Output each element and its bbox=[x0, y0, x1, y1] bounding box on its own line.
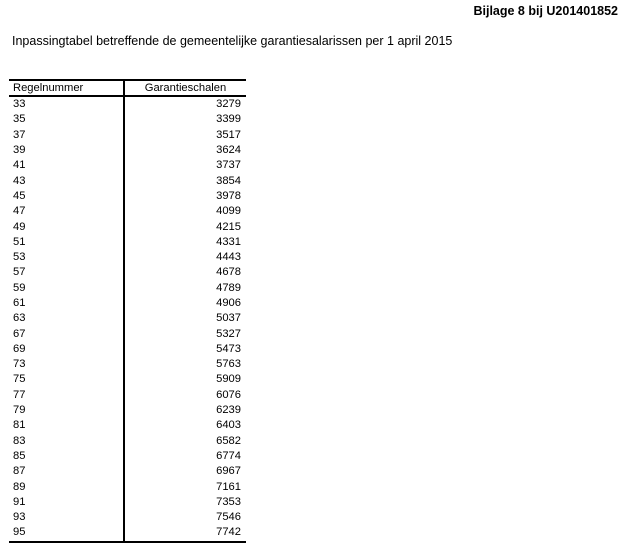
table-row bbox=[9, 525, 246, 541]
table-row bbox=[9, 403, 246, 418]
cell-regelnummer: 49 bbox=[13, 220, 26, 233]
cell-regelnummer: 43 bbox=[13, 174, 26, 187]
table-row bbox=[9, 96, 246, 112]
table-row bbox=[9, 434, 246, 449]
cell-garantieschaal: 5909 bbox=[124, 372, 246, 387]
table-row bbox=[9, 219, 246, 234]
cell-regelnummer: 89 bbox=[13, 480, 26, 493]
cell-regelnummer: 57 bbox=[13, 266, 26, 279]
table-row bbox=[9, 388, 246, 403]
cell-regelnummer: 79 bbox=[13, 404, 26, 417]
cell-regelnummer: 33 bbox=[13, 98, 26, 111]
cell-regelnummer: 67 bbox=[13, 327, 26, 340]
cell-garantieschaal: 4906 bbox=[124, 296, 246, 311]
cell-regelnummer: 41 bbox=[13, 159, 26, 172]
cell-regelnummer: 85 bbox=[13, 449, 26, 462]
cell-garantieschaal: 4099 bbox=[124, 204, 246, 219]
cell-garantieschaal: 6582 bbox=[124, 434, 246, 449]
cell-garantieschaal: 3624 bbox=[124, 143, 246, 158]
cell-regelnummer: 81 bbox=[13, 419, 26, 432]
cell-garantieschaal: 6076 bbox=[124, 388, 246, 403]
cell-regelnummer: 95 bbox=[9, 525, 124, 541]
cell-garantieschaal: 5473 bbox=[124, 342, 246, 357]
cell-regelnummer: 51 bbox=[13, 235, 26, 248]
cell-regelnummer: 69 bbox=[13, 342, 26, 355]
cell-regelnummer: 39 bbox=[13, 144, 26, 157]
column-header-garantieschalen: Garantieschalen bbox=[124, 80, 246, 96]
cell-garantieschaal: 3517 bbox=[124, 128, 246, 143]
cell-regelnummer: 37 bbox=[13, 128, 26, 141]
salary-table bbox=[9, 79, 246, 543]
table-header-row bbox=[9, 80, 246, 96]
cell-garantieschaal: 7161 bbox=[124, 479, 246, 494]
column-header-regelnummer: Regelnummer bbox=[9, 80, 124, 96]
cell-garantieschaal: 6967 bbox=[124, 464, 246, 479]
table-row bbox=[9, 357, 246, 372]
cell-garantieschaal: 4331 bbox=[124, 235, 246, 250]
cell-garantieschaal: 5327 bbox=[124, 326, 246, 341]
cell-garantieschaal: 3737 bbox=[124, 158, 246, 173]
document-reference: Bijlage 8 bij U201401852 bbox=[473, 4, 618, 18]
cell-garantieschaal: 3399 bbox=[124, 112, 246, 127]
table-row bbox=[9, 281, 246, 296]
table-row bbox=[9, 418, 246, 433]
cell-regelnummer: 73 bbox=[13, 358, 26, 371]
cell-regelnummer: 63 bbox=[13, 312, 26, 325]
document-title: Inpassingtabel betreffende de gemeentelijke garantiesalarissen per 1 april 2015 bbox=[12, 34, 453, 48]
cell-garantieschaal: 4678 bbox=[124, 265, 246, 280]
cell-regelnummer: 77 bbox=[13, 388, 26, 401]
cell-regelnummer: 83 bbox=[13, 434, 26, 447]
cell-garantieschaal: 3279 bbox=[124, 96, 246, 112]
cell-regelnummer: 61 bbox=[13, 297, 26, 309]
table-body bbox=[9, 96, 246, 542]
cell-garantieschaal: 4789 bbox=[124, 281, 246, 296]
table-row bbox=[9, 296, 246, 311]
table-row bbox=[9, 265, 246, 280]
cell-regelnummer: 47 bbox=[13, 205, 26, 218]
cell-regelnummer: 45 bbox=[13, 189, 26, 202]
cell-garantieschaal: 6774 bbox=[124, 449, 246, 464]
cell-garantieschaal: 3978 bbox=[124, 189, 246, 204]
cell-regelnummer: 87 bbox=[13, 465, 26, 478]
cell-regelnummer: 75 bbox=[13, 373, 26, 386]
cell-garantieschaal: 5037 bbox=[124, 311, 246, 326]
cell-regelnummer: 59 bbox=[13, 281, 26, 294]
cell-regelnummer: 53 bbox=[13, 251, 26, 264]
table-row bbox=[9, 250, 246, 265]
cell-garantieschaal: 3854 bbox=[124, 173, 246, 188]
table-row bbox=[9, 143, 246, 158]
cell-garantieschaal: 7742 bbox=[124, 525, 246, 541]
cell-garantieschaal: 7353 bbox=[124, 495, 246, 510]
table-row bbox=[9, 311, 246, 326]
table-row bbox=[9, 449, 246, 464]
table-row bbox=[9, 128, 246, 143]
table-row bbox=[9, 235, 246, 250]
cell-garantieschaal: 4443 bbox=[124, 250, 246, 265]
cell-regelnummer: 93 bbox=[13, 511, 26, 524]
cell-regelnummer: 35 bbox=[13, 113, 26, 126]
table-row bbox=[9, 464, 246, 479]
cell-garantieschaal: 6403 bbox=[124, 418, 246, 433]
table-row bbox=[9, 372, 246, 387]
table-row bbox=[9, 510, 246, 525]
cell-garantieschaal: 7546 bbox=[124, 510, 246, 525]
table-row bbox=[9, 189, 246, 204]
table-row bbox=[9, 326, 246, 341]
cell-garantieschaal: 5763 bbox=[124, 357, 246, 372]
table-row bbox=[9, 158, 246, 173]
cell-regelnummer: 91 bbox=[13, 495, 26, 508]
table-row bbox=[9, 495, 246, 510]
table-row bbox=[9, 173, 246, 188]
cell-garantieschaal: 4215 bbox=[124, 219, 246, 234]
table-row bbox=[9, 479, 246, 494]
table-row bbox=[9, 342, 246, 357]
table-row bbox=[9, 204, 246, 219]
table-row bbox=[9, 112, 246, 127]
cell-garantieschaal: 6239 bbox=[124, 403, 246, 418]
